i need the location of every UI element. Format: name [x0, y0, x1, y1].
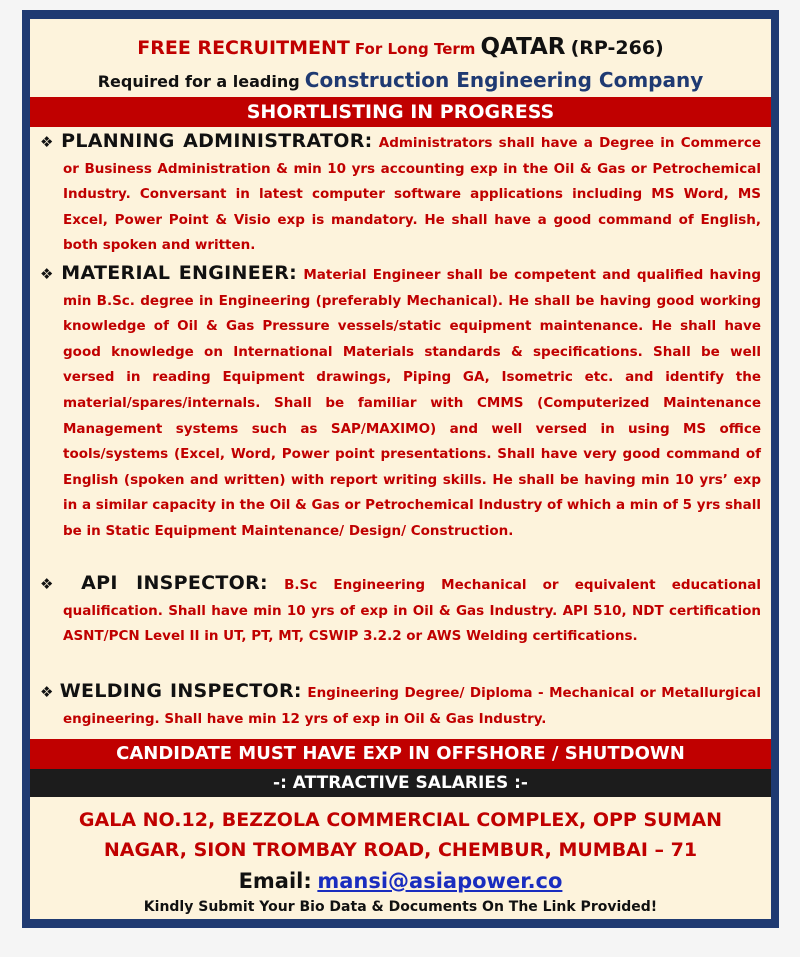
header-country: QATAR — [480, 34, 566, 60]
header-line-1 — [30, 33, 771, 63]
job-description: Administrators shall have a Degree in Commerce or Business Administration & min 10 yrs accounting exp in the Oil & Gas or Petrochemical Industry. Conversant in latest computer software applications including MS Word, MS Excel, Power Point & Visio exp is mandatory. He shall have a good command of English, both spoken and written. — [63, 135, 761, 254]
job-description: Material Engineer shall be competent and qualified having min B.Sc. degree in Engineering (preferably Mechanical). He shall be having good working knowledge of Oil & Gas Pressure vessels/static equipment maintenance. He shall have good knowledge on International Materials standards & specifications. Shall be well versed in reading Equipment drawings, Piping GA, Isometric etc. and identify the material/spares/internals. Shall be familiar with CMMS (Computerized Maintenance Management systems such as SAP/MAXIMO) and well versed in using MS office tools/systems (Excel, Word, Power point presentations. Shall have very good command of English (spoken and written) with report writing skills. He shall be having min 10 yrs’ exp in a similar capacity in the Oil & Gas or Petrochemical Industry of which a min of 5 yrs shall be in Static Equipment Maintenance/ Design/ Construction. — [63, 267, 761, 539]
address-line-1: GALA NO.12, BEZZOLA COMMERCIAL COMPLEX, OPP SUMAN — [78, 809, 723, 831]
job-title: PLANNING ADMINISTRATOR: — [61, 130, 373, 152]
job-material-engineer — [40, 261, 761, 545]
diamond-bullet-icon: ❖ — [40, 133, 55, 151]
office-address — [30, 805, 771, 865]
job-welding-inspector — [40, 679, 761, 732]
address-line-2: NAGAR, SION TROMBAY ROAD, CHEMBUR, MUMBAI – 71 — [103, 839, 698, 861]
header-required-for: Required for a leading — [97, 72, 300, 91]
job-title: MATERIAL ENGINEER: — [61, 262, 298, 284]
job-description: Engineering Degree/ Diploma - Mechanical or Metallurgical engineering. Shall have min 12 yrs of exp in Oil & Gas Industry. — [63, 685, 762, 727]
email-line — [30, 867, 771, 897]
job-title: WELDING INSPECTOR: — [59, 680, 302, 702]
shortlisting-banner: SHORTLISTING IN PROGRESS — [30, 97, 771, 127]
submission-note: Kindly Submit Your Bio Data & Documents On The Link Provided! — [143, 899, 658, 915]
candidate-requirement-banner: CANDIDATE MUST HAVE EXP IN OFFSHORE / SHUTDOWN — [30, 739, 771, 769]
header-company-type: Construction Engineering Company — [304, 68, 704, 92]
job-planning-administrator — [40, 129, 761, 259]
salaries-banner: -: ATTRACTIVE SALARIES :- — [30, 769, 771, 797]
header-line-2 — [30, 67, 771, 95]
poster-body — [30, 19, 771, 919]
diamond-bullet-icon: ❖ — [40, 265, 56, 283]
email-label: Email: — [238, 869, 312, 893]
diamond-bullet-icon: ❖ — [40, 683, 55, 701]
diamond-bullet-icon: ❖ — [40, 575, 65, 593]
header-free-recruitment: FREE RECRUITMENT — [137, 37, 350, 59]
job-title: API INSPECTOR: — [81, 572, 268, 594]
header-long-term: For Long Term — [354, 40, 476, 58]
header-ref-code: (RP-266) — [570, 37, 664, 59]
job-description: B.Sc Engineering Mechanical or equivalent educational qualification. Shall have min 10 yrs of exp in Oil & Gas Industry. API 510, NDT certification ASNT/PCN Level II in UT, PT, MT, CSWIP 3.2.2 or AWS Welding certifications. — [63, 577, 761, 645]
email-link[interactable]: mansi@asiapower.co — [317, 869, 563, 893]
poster-frame — [22, 10, 779, 928]
job-api-inspector — [40, 571, 761, 650]
